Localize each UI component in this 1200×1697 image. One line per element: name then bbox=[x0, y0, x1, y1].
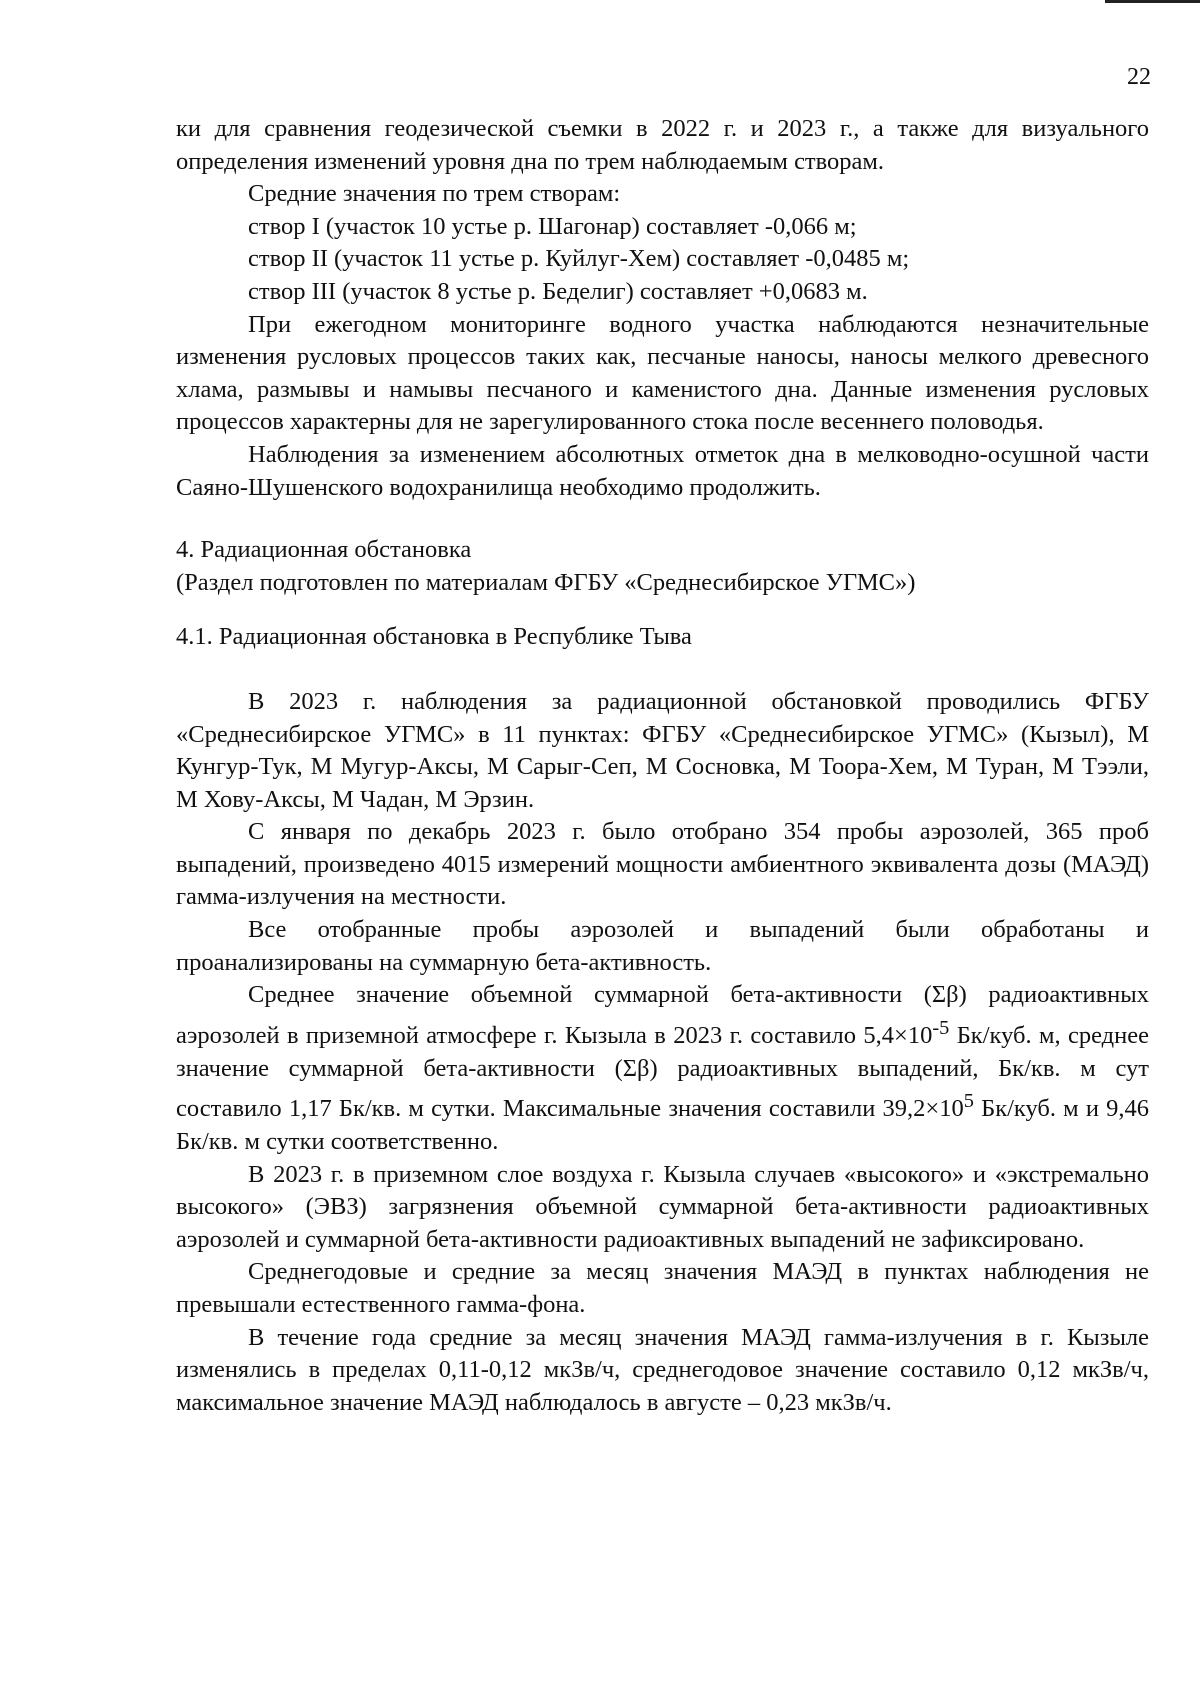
text-run: Среднее значение объемной суммарной бета-активности (Σβ) радиоактивных аэрозолей в приземной атмосфере г. Кызыла в 2023 г. составило 5,4×10 bbox=[176, 981, 1149, 1049]
scan-corner-mark bbox=[1105, 0, 1200, 3]
text-run: Бк/куб. м, среднее значение суммарной бета-активности (Σβ) радиоактивных выпадений, Бк/кв. м сут составило 1,17 Бк/кв. м сутки. Максимальные значения составили 39,2×10 bbox=[176, 1022, 1149, 1123]
superscript: -5 bbox=[932, 1016, 950, 1039]
text-run: Бк/куб. м и 9,46 Бк/кв. м сутки соответственно. bbox=[176, 1095, 1150, 1155]
paragraph: Средние значения по трем створам: bbox=[248, 180, 621, 208]
paragraph: С января по декабрь 2023 г. было отобрано 354 пробы аэрозолей, 365 проб выпадений, произведено 4015 измерений мощности амбиентного эквивалента дозы (МАЭД) гамма-излучения на местности. bbox=[176, 818, 1149, 911]
paragraph: В течение года средние за месяц значения МАЭД гамма-излучения в г. Кызыле изменялись в пределах 0,11-0,12 мкЗв/ч, среднегодовое значение составило 0,12 мкЗв/ч, максимальное значение МАЭД наблюдалось в августе – 0,23 мкЗв/ч. bbox=[176, 1323, 1149, 1416]
paragraph: Среднегодовые и средние за месяц значения МАЭД в пунктах наблюдения не превышали естественного гамма-фона. bbox=[176, 1258, 1149, 1318]
list-item: створ II (участок 11 устье р. Куйлуг-Хем) составляет -0,0485 м; bbox=[248, 245, 910, 273]
superscript: 5 bbox=[963, 1090, 974, 1113]
list-item: створ I (участок 10 устье р. Шагонар) составляет -0,066 м; bbox=[248, 212, 857, 240]
paragraph bbox=[176, 979, 1149, 1158]
list-item: створ III (участок 8 устье р. Беделиг) составляет +0,0683 м. bbox=[248, 277, 868, 305]
page-number: 22 bbox=[1127, 64, 1151, 90]
paragraph: В 2023 г. в приземном слое воздуха г. Кызыла случаев «высокого» и «экстремально высокого» (ЭВЗ) загрязнения объемной суммарной бета-активности радиоактивных аэрозолей и суммарной бета-активности радиоактивных выпадений не зафиксировано. bbox=[176, 1160, 1149, 1253]
paragraph: ки для сравнения геодезической съемки в 2022 г. и 2023 г., а также для визуального определения изменений уровня дна по трем наблюдаемым створам. bbox=[176, 115, 1149, 175]
paragraph: Наблюдения за изменением абсолютных отметок дна в мелководно-осушной части Саяно-Шушенского водохранилища необходимо продолжить. bbox=[176, 440, 1149, 501]
paragraph: Все отобранные пробы аэрозолей и выпадений были обработаны и проанализированы на суммарную бета-активность. bbox=[176, 916, 1149, 976]
subsection-title: 4.1. Радиационная обстановка в Республике Тыва bbox=[176, 623, 692, 651]
paragraph: При ежегодном мониторинге водного участка наблюдаются незначительные изменения русловых процессов таких как, песчаные наносы, наносы мелкого древесного хлама, размывы и намывы песчаного и каменистого дна. Данные изменения русловых процессов характерны для не зарегулированного стока после весеннего половодья. bbox=[176, 310, 1149, 436]
paragraph: В 2023 г. наблюдения за радиационной обстановкой проводились ФГБУ «Среднесибирское УГМС» в 11 пунктах: ФГБУ «Среднесибирское УГМС» (Кызыл), М Кунгур-Тук, М Мугур-Аксы, М Сарыг-Сеп, М Сосновка, М Тоора-Хем, М Туран, М Тээли, М Хову-Аксы, М Чадан, М Эрзин. bbox=[176, 687, 1149, 813]
section-title: 4. Радиационная обстановка bbox=[176, 536, 472, 564]
document-body bbox=[176, 113, 1149, 1419]
section-subtitle: (Раздел подготовлен по материалам ФГБУ «Среднесибирское УГМС») bbox=[176, 568, 916, 596]
